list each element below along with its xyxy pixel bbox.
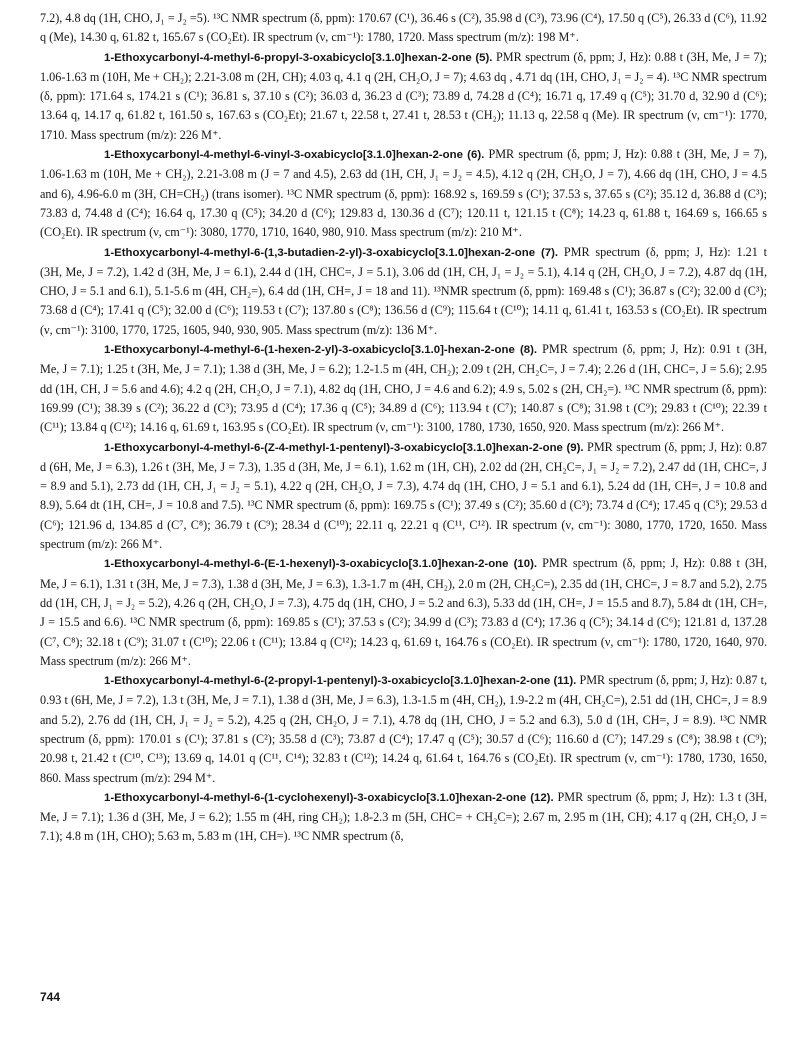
compound-name: 1-Ethoxycarbonyl-4-methyl-6-(2-propyl-1-pentenyl)-3-oxabicyclo[3.1.0]hexan-2-one (11). [104, 675, 577, 688]
paragraph-text: 7.2), 4.8 dq (1H, CHO, J₁ = J₂ =5). ¹³C NMR spectrum (δ, ppm): 170.67 (C¹), 36.46 s (C²), 35.98 d (C³), 73.96 (C⁴), 17.50 q (C⁵), 26.33 d (C⁶), 11.92 q (Me), 14.30 q, 61.82 t, 165.67 s (CO₂Et). IR spectrum (ν, cm⁻¹): 1780, 1720. Mass spectrum (m/z): 198 M⁺. [40, 11, 767, 45]
compound-entry-10 [40, 554, 767, 671]
spectral-data: PMR spectrum (δ, ppm; J, Hz): 1.21 t (3H, Me, J = 7.2), 1.42 d (3H, Me, J = 6.1), 2.44 d (1H, CHC=, J = 5.1), 3.06 dd (1H, CH, J₁ = J₂ = 5.1), 4.14 q (2H, CH₂O, J = 7.2), 4.87 dq (1H, CHO, J = 5.1 and 6.1), 5.1-5.6 m (4H, CH₂=), 6.4 dd (1H, CH=, J = 18 and 11). ¹³NMR spectrum (δ, ppm): 169.48 s (C¹); 36.87 s (C²); 32.00 d (C³); 73.68 d (C⁴); 17.41 q (C⁵); 32.00 d (C⁶); 119.53 t (C⁷); 137.80 s (C⁸); 136.56 d (C⁹); 115.64 t (C¹⁰); 14.11 q, 61.41 t, 163.53 s (CO₂Et). IR spectrum (ν, cm⁻¹): 3100, 1770, 1725, 1605, 940, 930, 905. Mass spectrum (m/z): 136 M⁺. [40, 244, 767, 337]
compound-name: 1-Ethoxycarbonyl-4-methyl-6-(Z-4-methyl-1-pentenyl)-3-oxabicyclo[3.1.0]hexan-2-one (9). [104, 441, 584, 454]
spectral-data: PMR spectrum (δ, ppm; J, Hz): 0.88 t (3H, Me, J = 7), 1.06-1.63 m (10H, Me + CH₂), 2.21-3.08 m (J = 7 and 4.5), 2.63 dd (1H, CH, J₁ = J₂ = 4.5), 4.12 q (2H, CH₂O, J = 7), 4.66 dq (1H, CHO, J = 4.5 and 6), 4.96-6.0 m (3H, CH=CH₂) (trans isomer). ¹³C NMR spectrum (δ, ppm): 168.92 s, 169.59 s (C¹); 37.53 s, 37.65 s (C²); 35.12 d, 36.88 d (C³); 73.83 d, 74.48 d (C⁴); 16.64 q, 17.30 q (C⁵); 34.20 d (C⁶); 129.83 d, 130.36 d (C⁷); 120.11 t, 121.15 t (C⁸); 14.23 q, 61.88 t, 164.69 s, 166.65 s (CO₂Et). IR spectrum (ν, cm⁻¹): 3080, 1770, 1710, 1640, 980, 910. Mass spectrum (m/z): 210 M⁺. [40, 147, 768, 240]
compound-name: 1-Ethoxycarbonyl-4-methyl-6-(E-1-hexenyl)-3-oxabicyclo[3.1.0]hexan-2-one (10). [104, 558, 538, 571]
compound-entry-12 [40, 788, 767, 847]
compound-name: 1-Ethoxycarbonyl-4-methyl-6-vinyl-3-oxabicyclo[3.1.0]hexan-2-one (6). [104, 149, 485, 162]
page-number: 744 [40, 990, 61, 1004]
article-body [40, 9, 767, 847]
compound-name: 1-Ethoxycarbonyl-4-methyl-6-propyl-3-oxabicyclo[3.1.0]hexan-2-one (5). [104, 51, 493, 64]
paragraph-continuation [40, 9, 767, 48]
compound-entry-8 [40, 340, 767, 437]
compound-entry-6 [40, 145, 767, 242]
compound-entry-9 [40, 438, 767, 555]
spectral-data: PMR spectrum (δ, ppm; J, Hz): 0.87 d (6H, Me, J = 6.3), 1.26 t (3H, Me, J = 7.3), 1.35 d (3H, Me, J = 6.1), 1.62 m (1H, CH), 2.02 dd (2H, CH₂C=, J₁ = J₂ = 7.2), 2.47 dd (1H, CHC=, J = 8.9 and 5.1), 2.73 dd (1H, CH, J₁ = J₂ = 5.1), 4.22 q (2H, CH₂O, J = 7.3), 4.74 dq (1H, CHO, J = 5.1 and 6.1), 5.24 dd (1H, CH=, J = 10.8 and 8.9), 5.64 dt (1H, CH=, J = 10.8 and 7.5). ¹³C NMR spectrum (δ, ppm): 169.75 s (C¹); 37.49 s (C²); 35.60 d (C³); 73.74 d (C⁴); 17.45 q (C⁵); 29.53 d (C⁶); 121.96 d, 134.85 d (C⁷, C⁸); 36.79 t (C⁹); 28.34 d (C¹⁰); 22.11 q, 22.21 q (C¹¹, C¹²). IR spectrum (ν, cm⁻¹): 3080, 1770, 1720, 1650. Mass spectrum (m/z): 266 M⁺. [40, 439, 768, 552]
compound-entry-11 [40, 671, 767, 788]
compound-name: 1-Ethoxycarbonyl-4-methyl-6-(1,3-butadien-2-yl)-3-oxabicyclo[3.1.0]hexan-2-one (7). [104, 246, 559, 259]
spectral-data: PMR spectrum (δ, ppm; J, Hz): 0.87 t, 0.93 t (6H, Me, J = 7.2), 1.3 t (3H, Me, J = 7.1), 1.38 d (3H, Me, J = 6.3), 1.3-1.5 m (4H, CH₂), 1.9-2.2 m (4H, CH₂C=), 2.51 dd (1H, CHC=, J = 8.9 and 5.2), 2.76 dd (1H, CH, J₁ = J₂ = 5.2), 4.25 q (2H, CH₂O, J = 7.1), 4.78 dq (1H, CHO, J = 5.2 and 6.3), 5.0 d (1H, CH=, J = 8.9). ¹³C NMR spectrum (δ, ppm): 170.01 s (C¹); 37.81 s (C²); 35.58 d (C³); 73.87 d (C⁴); 17.47 q (C⁵); 30.57 d (C⁶); 116.60 d (C⁷); 147.29 s (C⁸); 38.98 t (C⁹); 20.98 t, 21.42 t (C¹⁰, C¹³); 13.69 q, 14.01 q (C¹¹, C¹⁴); 32.83 t (C¹²); 14.24 q, 61.64 t, 164.76 s (CO₂Et). IR spectrum (ν, cm⁻¹): 1780, 1730, 1650, 860. Mass spectrum (m/z): 294 M⁺. [40, 673, 768, 785]
spectral-data: PMR spectrum (δ, ppm; J, Hz): 1.3 t (3H, Me, J = 7.1); 1.36 d (3H, Me, J = 6.2); 1.55 m (4H, ring CH₂); 1.8-2.3 m (5H, CHC= + CH₂C=); 2.67 m, 2.95 m (1H, CH); 4.17 q (2H, CH₂O, J = 7.1); 4.8 m (1H, CHO); 5.63 m, 5.83 m (1H, CH=). ¹³C NMR spectrum (δ, [40, 789, 767, 844]
compound-name: 1-Ethoxycarbonyl-4-methyl-6-(1-cyclohexenyl)-3-oxabicyclo[3.1.0]hexan-2-one (12). [104, 791, 554, 804]
spectral-data: PMR spectrum (δ, ppm; J, Hz): 0.88 t (3H, Me, J = 6.1), 1.31 t (3H, Me, J = 7.3), 1.38 d (3H, Me, J = 6.3), 1.3-1.7 m (4H, CH₂), 2.0 m (2H, CH₂C=), 2.35 dd (1H, CHC=, J = 8.7 and 5.2), 2.75 dd (1H, CH, J₁ = J₂ = 5.2), 4.26 q (2H, CH₂O, J = 7.3), 4.75 dq (1H, CHO, J = 5.2 and 6.3), 5.33 dd (1H, CH=, J = 15.5 and 8.7), 5.84 dt (1H, CH=, J = 15.5 and 6.6). ¹³C NMR spectrum (δ, ppm): 169.85 s (C¹); 37.53 s (C²); 34.99 d (C³); 73.83 d (C⁴); 17.36 q (C⁵); 34.14 d (C⁶); 121.81 d, 137.28 (C⁷, C⁸); 32.18 t (C⁹); 31.07 t (C¹⁰); 22.06 t (C¹¹); 13.84 q (C¹²); 14.23 q, 61.69 t, 164.76 s (CO₂Et). IR spectrum (ν, cm⁻¹): 1780, 1720, 1640, 970. Mass spectrum (m/z): 266 M⁺. [40, 556, 767, 668]
compound-name: 1-Ethoxycarbonyl-4-methyl-6-(1-hexen-2-yl)-3-oxabicyclo[3.1.0]-hexan-2-one (8). [104, 344, 538, 357]
compound-entry-5 [40, 48, 767, 145]
spectral-data: PMR spectrum (δ, ppm; J, Hz): 0.88 t (3H, Me, J = 7); 1.06-1.63 m (10H, Me + CH₂); 2.21-3.08 m (2H, CH); 4.03 q, 4.1 q (2H, CH₂O, J = 7); 4.63 dq , 4.71 dq (1H, CHO, J₁ = J₂ = 4). ¹³C NMR spectrum (δ, ppm): 171.64 s, 174.21 s (C¹); 36.81 s, 37.10 s (C²); 36.03 d, 36.23 d (C³); 73.89 d, 74.28 d (C⁴); 16.71 q, 17.49 q (C⁵); 31.70 d, 32.90 d (C⁶); 13.64 q, 14.17 q, 61.82 t, 161.50 s, 167.63 s (CO₂Et); 21.67 t, 22.58 t, 27.41 t, 28.53 t (CH₂); 11.13 q, 22.58 q (Me). IR spectrum (ν, cm⁻¹): 1770, 1710. Mass spectrum (m/z): 226 M⁺. [40, 49, 767, 142]
compound-entry-7 [40, 243, 767, 340]
spectral-data: PMR spectrum (δ, ppm; J, Hz): 0.91 t (3H, Me, J = 7.1); 1.25 t (3H, Me, J = 7.1); 1.38 d (3H, Me, J = 6.2); 1.2-1.5 m (4H, CH₂); 2.09 t (2H, CH₂C=, J = 7.4); 2.26 d (1H, CHC=, J = 5.6); 2.95 dd (1H, CH, J = 5.6 and 4.6); 4.2 q (2H, CH₂O, J = 7.1), 4.82 dq (1H, CHO, J = 4.6 and 6.2); 4.9 s, 5.02 s (2H, CH₂=). ¹³C NMR spectrum (δ, ppm): 169.99 (C¹); 38.39 s (C²); 36.22 d (C³); 73.95 d (C⁴); 17.36 q (C⁵); 34.89 d (C⁶); 113.94 t (C⁷); 140.87 s (C⁸); 31.98 t (C⁹); 29.83 t (C¹⁰); 22.39 t (C¹¹); 13.84 q (C¹²); 14.16 q, 61.69 t, 163.95 s (CO₂Et). IR spectrum (ν, cm⁻¹): 3100, 1780, 1730, 1650, 920. Mass spectrum (m/z): 266 M⁺. [40, 342, 767, 435]
